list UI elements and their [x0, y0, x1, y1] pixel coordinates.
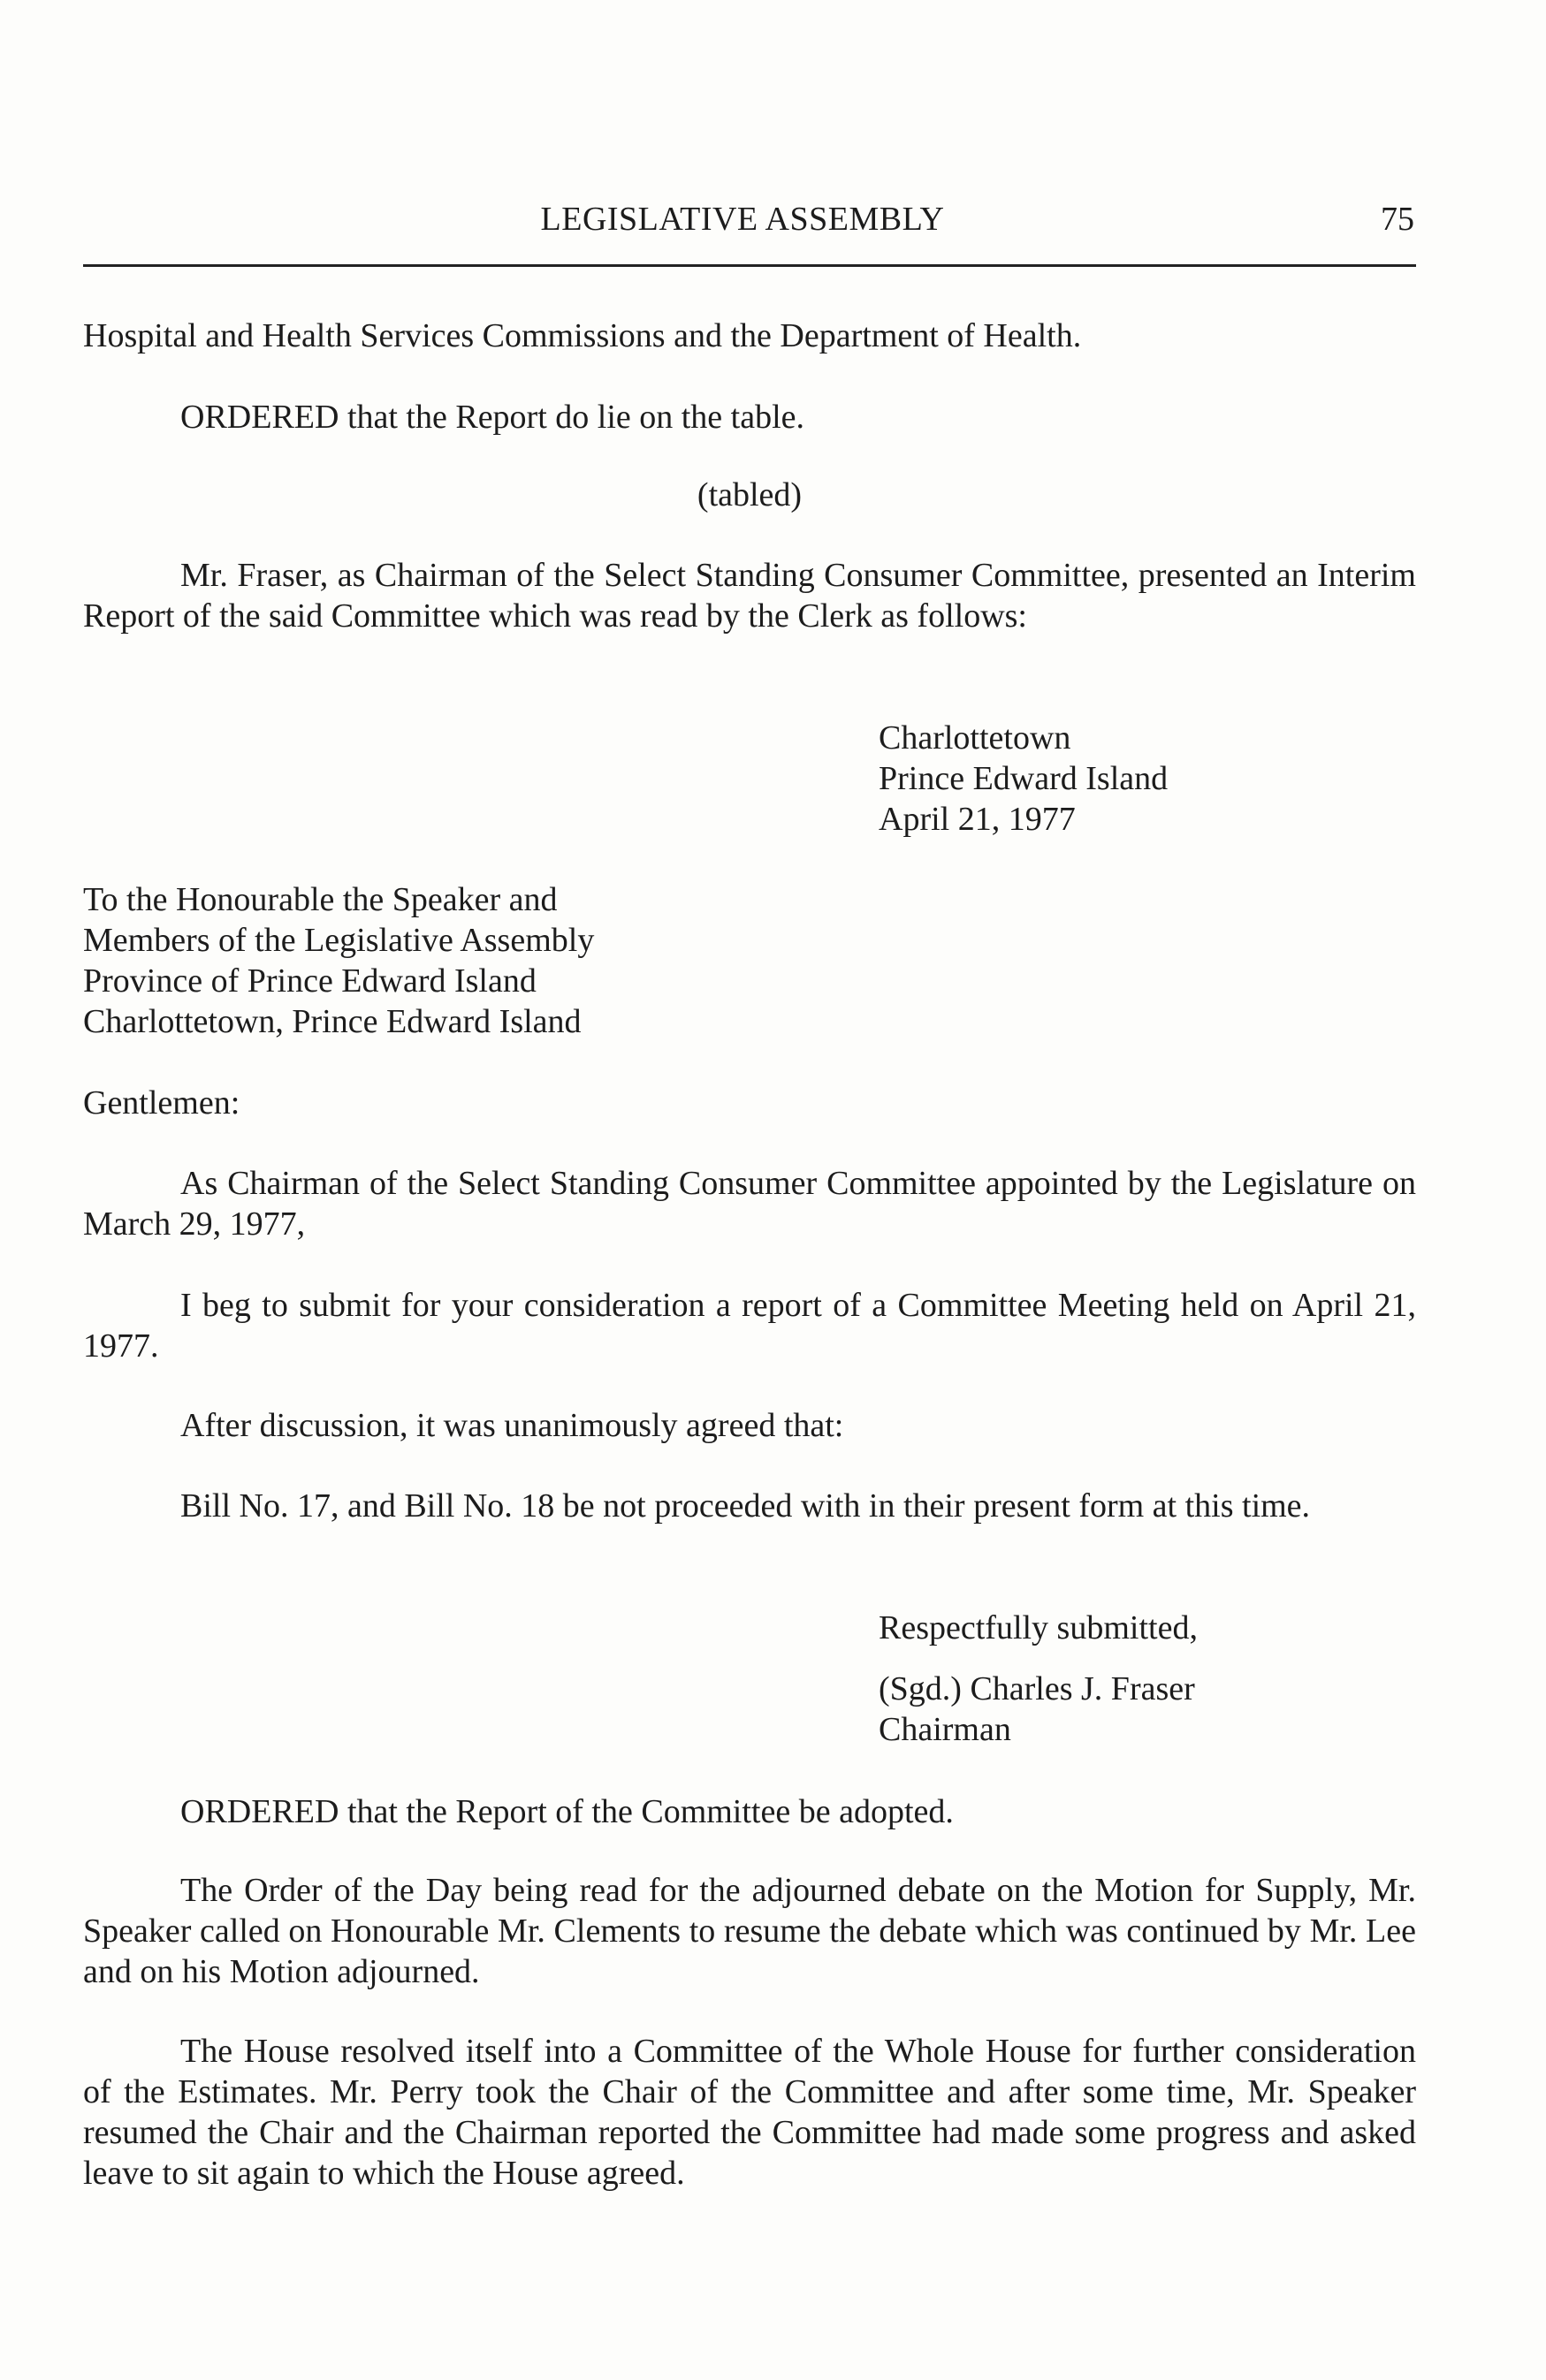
addressee-line: Charlottetown, Prince Edward Island — [83, 1003, 582, 1040]
header-divider — [83, 264, 1416, 267]
report-paragraph-submit: I beg to submit for your consideration a report of a Committee Meeting held on April 21, 1977. — [83, 1287, 1416, 1365]
continuation-line: Hospital and Health Services Commissions and the Department of Health. — [83, 317, 1082, 354]
report-paragraph-discussion: After discussion, it was unanimously agreed that: — [180, 1407, 844, 1444]
report-date: April 21, 1977 — [879, 801, 1076, 838]
signature-name: (Sgd.) Charles J. Fraser — [879, 1670, 1195, 1707]
report-paragraph-bills: Bill No. 17, and Bill No. 18 be not proceeded with in their present form at this time. — [180, 1487, 1311, 1525]
addressee-line: To the Honourable the Speaker and — [83, 881, 558, 918]
committee-whole-paragraph: The House resolved itself into a Committee of the Whole House for further consideration of the Estimates. Mr. Perry took the Chair of the Committee and after some time, Mr. Speaker resumed the Chair and the Chairman reported the Committee had made some progress and asked leave to sit again to which the House agreed. — [83, 2033, 1416, 2192]
presentation-paragraph: Mr. Fraser, as Chairman of the Select Standing Consumer Committee, presented an Interim Report of the said Committee which was read by the Clerk as follows: — [83, 557, 1416, 635]
running-header-title: LEGISLATIVE ASSEMBLY — [540, 201, 945, 238]
report-paragraph-chairman: As Chairman of the Select Standing Consumer Committee appointed by the Legislature on March 29, 1977, — [83, 1165, 1416, 1243]
addressee-line: Province of Prince Edward Island — [83, 962, 537, 1000]
tabled-note: (tabled) — [697, 476, 803, 513]
report-city: Charlottetown — [879, 719, 1071, 757]
report-province: Prince Edward Island — [879, 760, 1169, 797]
order-of-day-paragraph: The Order of the Day being read for the adjourned debate on the Motion for Supply, Mr. Speaker called on Honourable Mr. Clements to resume the debate which was continued by Mr. Lee and on his Motion adjourned. — [83, 1872, 1416, 1990]
report-closing: Respectfully submitted, — [879, 1609, 1198, 1646]
ordered-report-adopted: ORDERED that the Report of the Committee be adopted. — [180, 1793, 954, 1830]
ordered-lie-on-table: ORDERED that the Report do lie on the table. — [180, 399, 805, 436]
report-place-date — [879, 718, 1409, 840]
salutation: Gentlemen: — [83, 1084, 240, 1122]
page-number: 75 — [1381, 201, 1414, 238]
report-signature — [879, 1669, 1409, 1750]
addressee-line: Members of the Legislative Assembly — [83, 922, 595, 959]
report-addressee — [83, 879, 1416, 1042]
signature-title: Chairman — [879, 1711, 1011, 1748]
